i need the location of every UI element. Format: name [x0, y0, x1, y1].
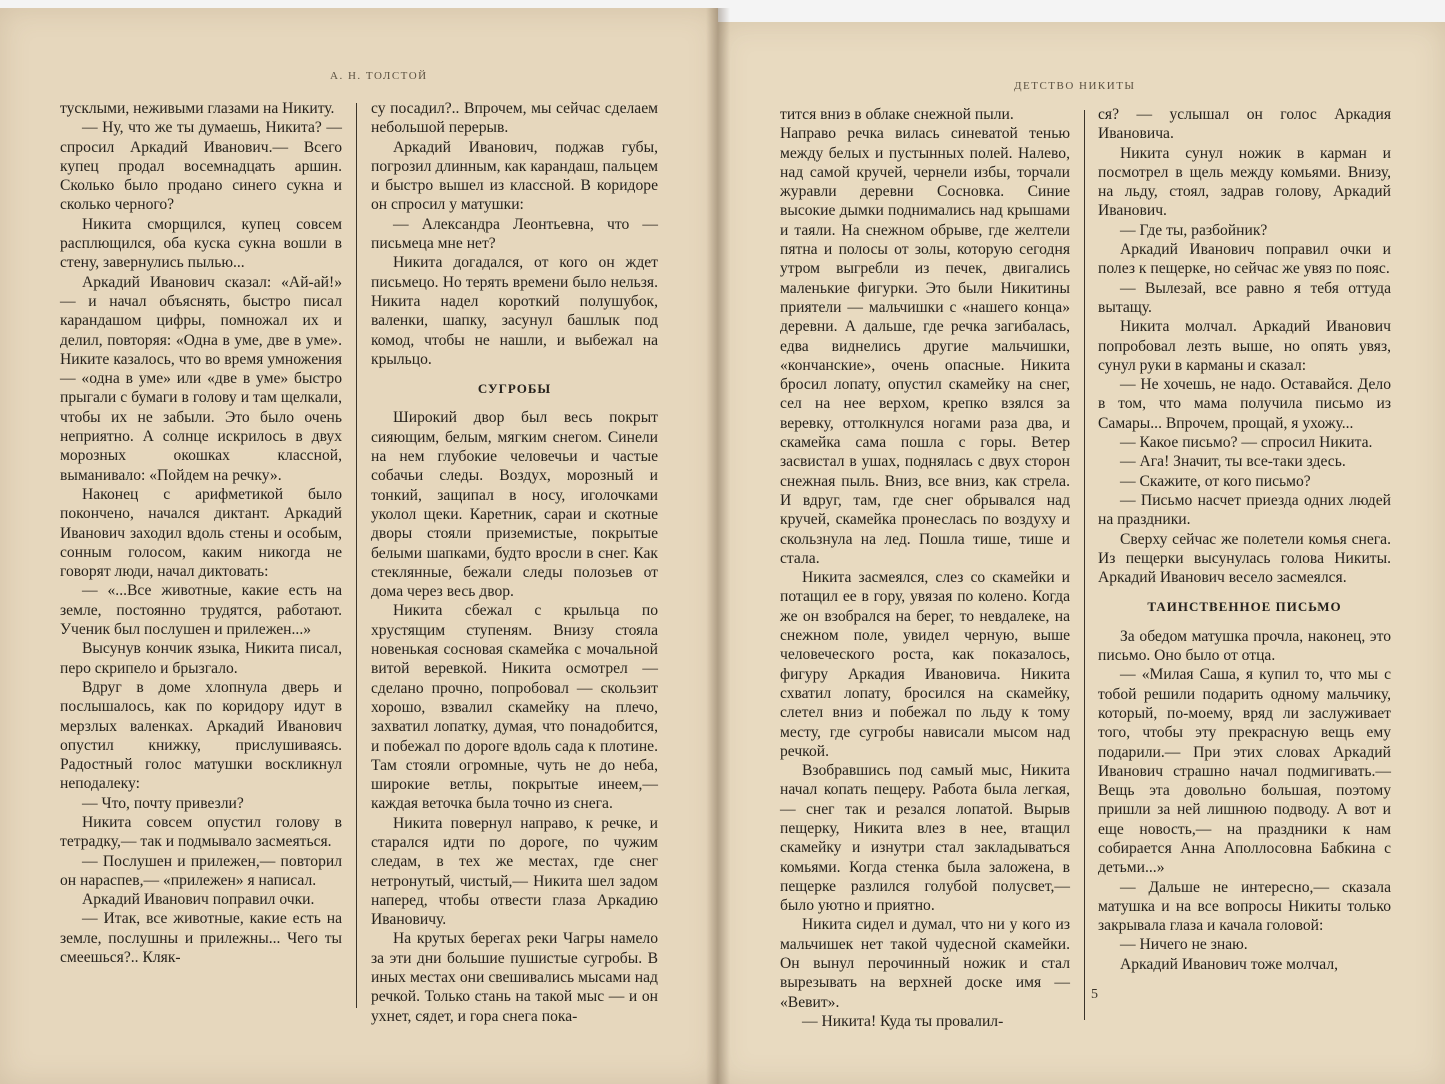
paragraph: — Вылезай, все равно я тебя оттуда вытащу.	[1098, 279, 1391, 316]
paragraph: На крутых берегах реки Чагры намело за эти дни большие пушистые сугробы. В иных местах они свешивались мысами над речкой. Только стань на такой мыс — и он ухнет, сядет, и гора снега пока-	[371, 930, 658, 1025]
paragraph: За обедом матушка прочла, наконец, это письмо. Оно было от отца.	[1098, 627, 1391, 665]
paragraph: Сверху сейчас же полетели комья снега. Из пещерки высунулась голова Никиты. Аркадий Иванович весело засмеялся.	[1098, 530, 1391, 587]
paragraph: — Где ты, разбойник?	[1120, 221, 1268, 239]
column-divider	[356, 103, 357, 1008]
left-page-column-2	[371, 99, 658, 1026]
paragraph: — Ну, что же ты думаешь, Никита? — спросил Аркадий Иванович.— Всего купец продал восемнадцать аршин. Сколько было продано синего сукна и сколько черного?	[60, 119, 342, 214]
running-head-right: ДЕТСТВО НИКИТЫ	[1014, 80, 1136, 92]
book-spine	[706, 8, 730, 1084]
paragraph: Аркадий Иванович сказал: «Ай-ай!» — и начал объяснять, быстро писал карандашом цифры, помножал их и делил, повторяя: «Одна в уме, две в уме». Никите казалось, что во время умножения — «одна в уме» или «две в уме» быстро прыгали с бумаги в голову и там щелкали, чтобы их не забыли. Это было очень неприятно. А солнце искрилось в двух морозных окошках классной, выманивало: «Пойдем на речку».	[60, 273, 342, 484]
paragraph: — Что, почту привезли?	[82, 794, 244, 812]
paragraph: Широкий двор был весь покрыт сияющим, белым, мягким снегом. Синели на нем глубокие человечьи и частые собачьи следы. Воздух, морозный и тонкий, защипал в носу, иголочками уколол щеки. Каретник, сараи и скотные дворы стояли приземистые, покрытые белыми шапками, будто вросли в снег. Как стеклянные, бежали следы полозьев от дома через весь двор.	[371, 409, 658, 601]
paragraph: — Не хочешь, не надо. Оставайся. Дело в том, что мама получила письмо из Самары... Впрочем, прощай, я ухожу...	[1098, 376, 1391, 432]
left-page-column-1	[60, 99, 342, 967]
paragraph: Направо речка вилась синеватой тенью между белых и пустынных полей. Налево, над самой кручей, чернели избы, торчали журавли деревни Сосновка. Синие высокие дымки поднимались над крышами и таяли. На снежном обрыве, где желтели пятна и полосы от золы, которую сегодня утром выгребли из печек, двигались маленькие фигурки. Это были Никитины приятели — мальчишки с «нашего конца» деревни. А дальше, где речка загибалась, едва виднелись другие мальчишки, «кончанские», очень опасные. Никита бросил лопату, опустил скамейку на снег, сел на нее верхом, крепко взялся за веревку, оттолкнулся ногами раза два, и скамейка сама пошла с горы. Ветер засвистал в ушах, поднялась с двух сторон снежная пыль. Вниз, все вниз, как стрела. И вдруг, там, где снег обрывался над кручей, скамейка пронеслась по воздуху и скользнула на лед. Пошла тише, тише и стала.	[780, 125, 1070, 567]
paragraph: Никита сидел и думал, что ни у кого из мальчишек нет такой чудесной скамейки. Он вынул перочинный ножик и стал вырезывать на верхней доске имя — «Вевит».	[780, 916, 1070, 1011]
paragraph: Никита сбежал с крыльца по хрустящим ступеням. Внизу стояла новенькая сосновая скамейка с мочальной витой веревкой. Никита осмотрел — сделано прочно, попробовал — скользит хорошо, взвалил скамейку на плечо, захватил лопатку, думая, что понадобится, и побежал по дороге вдоль сада к плотине. Там стояли огромные, чуть не до неба, широкие ветлы, покрытые инеем,— каждая веточка была точно из снега.	[371, 602, 658, 813]
paragraph: Взобравшись под самый мыс, Никита начал копать пещеру. Работа была легкая,— снег так и резался лопатой. Вырыв пещерку, Никита влез в нее, втащил скамейку и изнутри стал закладываться комьями. Когда стенка была заложена, в пещерке разлился голубой полусвет,— было уютно и приятно.	[780, 762, 1070, 915]
paragraph: — Итак, все животные, какие есть на земле, послушны и прилежны... Чего ты смеешься?.. Кляк-	[60, 910, 342, 967]
paragraph: — Александра Леонтьевна, что — письмеца мне нет?	[371, 215, 658, 253]
right-page	[718, 22, 1445, 1084]
paragraph: Аркадий Иванович поправил очки и полез к пещерке, но сейчас же увяз по пояс.	[1098, 241, 1391, 278]
paragraph: — «Милая Саша, я купил то, что мы с тобой решили подарить одному мальчику, который, по-моему, вряд ли заслуживает того, чтобы эту прекрасную вещь ему подарили.— При этих словах Аркадий Иванович страшно начал подмигивать.— Вещь эта довольно большая, поэтому пришли за ней лишнюю подводу. А вот и еще новость,— на праздники к нам собирается Анна Аполлосовна Бабкина с детьми...»	[1098, 666, 1391, 877]
page-number: 5	[1091, 987, 1098, 1002]
paragraph: — Какое письмо? — спросил Никита.	[1120, 434, 1373, 452]
paragraph: — Ага! Значит, ты все-таки здесь.	[1120, 453, 1346, 471]
paragraph: — Никита! Куда ты провалил-	[802, 1012, 1004, 1030]
paragraph: Наконец с арифметикой было покончено, начался диктант. Аркадий Иванович заходил вдоль стены и особым, сонным голосом, каким никогда не говорят люди, начал диктовать:	[60, 485, 342, 581]
paragraph: — Письмо насчет приезда одних людей на праздники.	[1098, 491, 1391, 529]
paragraph: Аркадий Иванович тоже молчал,	[1120, 955, 1338, 973]
paragraph: Никита повернул направо, к речке, и старался идти по дороге, по чужим следам, в тех же местах, где снег нетронутый, чистый,— Никита шел задом наперед, чтобы отвести глаза Аркадию Ивановичу.	[371, 814, 658, 929]
paragraph: Вдруг в доме хлопнула дверь и послышалось, как по коридору идут в мерзлых валенках. Аркадий Иванович опустил книжку, прислушиваясь. Радостный голос матушки воскликнул неподалеку:	[60, 678, 342, 793]
paragraph: — Послушен и прилежен,— повторил он нараспев,— «прилежен» я написал.	[60, 852, 342, 889]
paragraph: Аркадий Иванович поправил очки.	[82, 891, 315, 909]
section-heading: ТАИНСТВЕННОЕ ПИСЬМО	[1147, 599, 1342, 615]
right-page-column-2	[1098, 105, 1391, 974]
paragraph: Аркадий Иванович, поджав губы, погрозил длинным, как карандаш, пальцем и быстро вышел из классной. В коридоре он спросил у матушки:	[371, 138, 658, 214]
paragraph: ся? — услышал он голос Аркадия Ивановича.	[1098, 106, 1391, 143]
column-divider	[1084, 110, 1085, 1020]
paragraph: — Дальше не интересно,— сказала матушка и на все вопросы Никиты только закрывала глаза и качала головой:	[1098, 878, 1391, 935]
paragraph: — Скажите, от кого письмо?	[1120, 472, 1311, 490]
paragraph: Никита сунул ножик в карман и посмотрел в щель между комьями. Внизу, на льду, стоял, задрав голову, Аркадий Иванович.	[1098, 144, 1391, 220]
left-page	[0, 8, 718, 1084]
paragraph: Никита сморщился, купец совсем расплющился, оба куска сукна вошли в стену, завернулись пылью...	[60, 215, 342, 272]
paragraph: Никита совсем опустил голову в тетрадку,— так и подмывало засмеяться.	[60, 813, 342, 851]
paragraph: тусклыми, неживыми глазами на Никиту.	[60, 100, 335, 117]
paragraph: Никита засмеялся, слез со скамейки и потащил ее в гору, увязая по колено. Когда же он взобрался на берег, то невдалеке, на снежном поле, увидел черную, выше человеческого роста, как показалось, фигуру Аркадия Ивановича. Никита схватил лопату, бросился на скамейку, слетел вниз и побежал по льду к тому месту, где сугробы нависали мысом над речкой.	[780, 569, 1070, 760]
paragraph: — Ничего не знаю.	[1120, 936, 1248, 954]
running-head-left: А. Н. ТОЛСТОЙ	[330, 70, 428, 82]
paragraph: Никита молчал. Аркадий Иванович попробовал лезть выше, но опять увяз, сунул руки в карманы и сказал:	[1098, 318, 1391, 374]
paragraph: Никита догадался, от кого он ждет письмецо. Но терять времени было нельзя. Никита надел короткий полушубок, валенки, шапку, засунул башлык под комод, чтобы не нашли, и выбежал на крыльцо.	[371, 254, 658, 368]
paragraph: су посадил?.. Впрочем, мы сейчас сделаем небольшой перерыв.	[371, 100, 658, 137]
paragraph: — «...Все животные, какие есть на земле, постоянно трудятся, работают. Ученик был послушен и прилежен...»	[60, 582, 342, 639]
paragraph: тится вниз в облаке снежной пыли.	[780, 106, 1014, 123]
right-page-column-1	[780, 105, 1070, 1031]
section-heading: СУГРОБЫ	[477, 381, 552, 397]
paragraph: Высунув кончик языка, Никита писал, перо скрипело и брызгало.	[60, 640, 342, 677]
